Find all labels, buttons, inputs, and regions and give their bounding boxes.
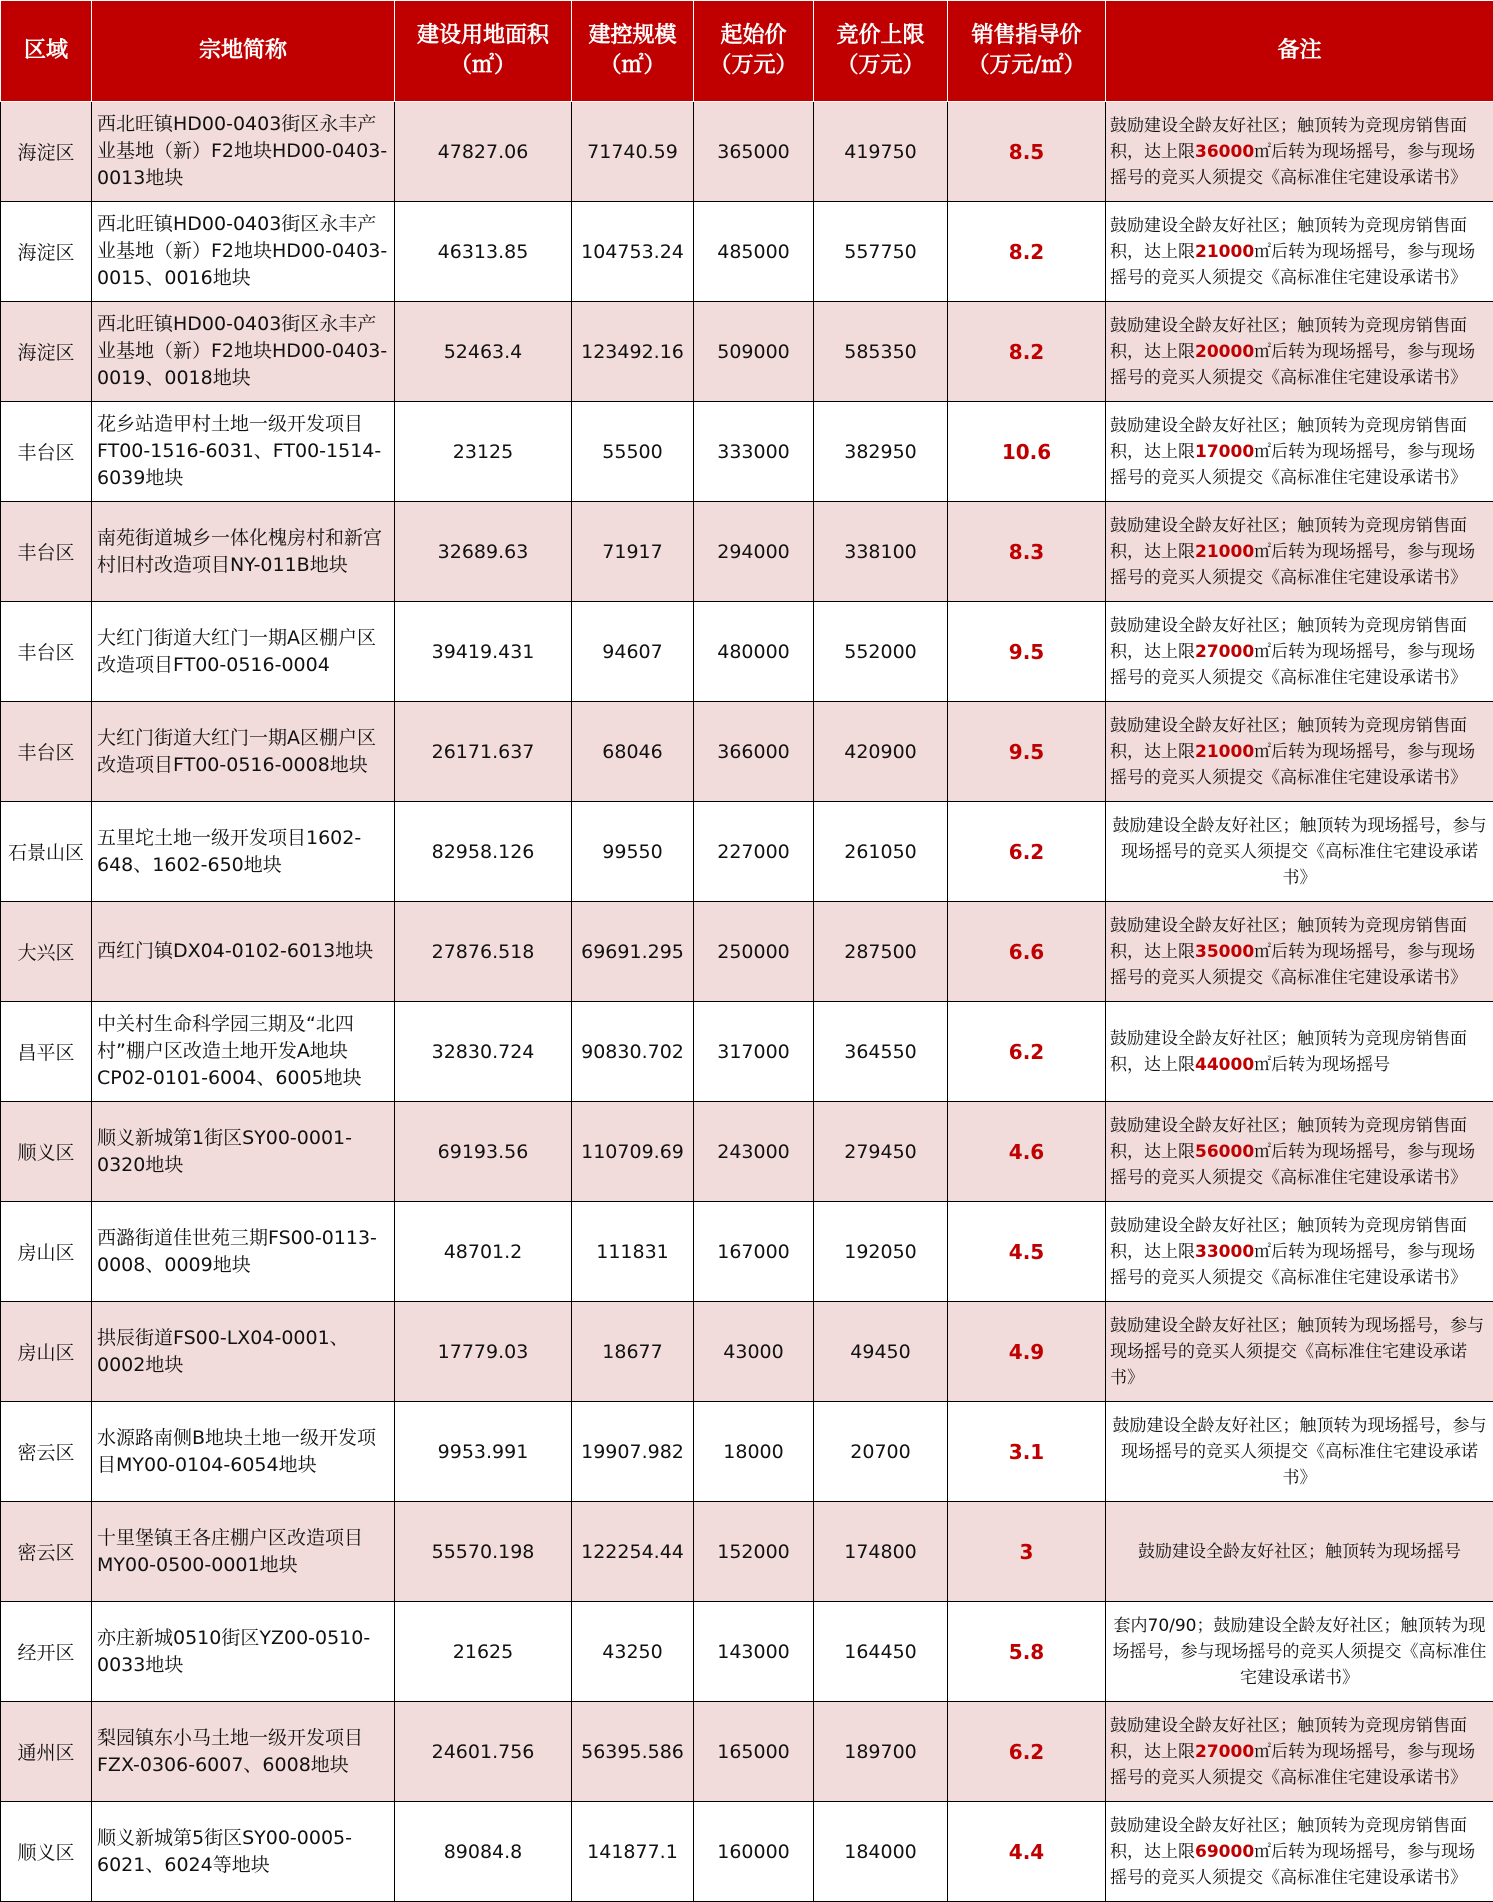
note-text: 鼓励建设全龄友好社区；触顶转为竞现房销售面积，达上限 [1110, 1716, 1467, 1762]
table-row [1, 1802, 1493, 1902]
build-scale-cell: 71740.59 [572, 102, 694, 202]
parcel-name-cell: 西北旺镇HD00-0403街区永丰产业基地（新）F2地块HD00-0403-0015、0016地块 [92, 202, 395, 302]
table-row [1, 702, 1493, 802]
table-row [1, 1702, 1493, 1802]
start-price-cell: 250000 [694, 902, 814, 1002]
district-cell: 通州区 [1, 1702, 92, 1802]
note-text-tail: ㎡后转为现场摇号，参与现场摇号的竞买人须提交《高标准住宅建设承诺书》 [1110, 742, 1475, 788]
price-cap-cell: 552000 [814, 602, 948, 702]
parcel-name-cell: 梨园镇东小马土地一级开发项目FZX-0306-6007、6008地块 [92, 1702, 395, 1802]
table-row [1, 1002, 1493, 1102]
start-price-cell: 18000 [694, 1402, 814, 1502]
note-area-cap: 36000 [1195, 142, 1254, 162]
note-text: 鼓励建设全龄友好社区；触顶转为现场摇号，参与现场摇号的竞买人须提交《高标准住宅建设承诺书》 [1110, 1316, 1484, 1388]
note-text: 套内70/90；鼓励建设全龄友好社区；触顶转为现场摇号，参与现场摇号的竞买人须提交《高标准住宅建设承诺书》 [1113, 1616, 1487, 1688]
district-cell: 丰台区 [1, 602, 92, 702]
district-cell: 经开区 [1, 1602, 92, 1702]
note-cell [1106, 1602, 1493, 1702]
note-text: 鼓励建设全龄友好社区；触顶转为竞现房销售面积，达上限 [1110, 1216, 1467, 1262]
note-cell [1106, 502, 1493, 602]
note-text: 鼓励建设全龄友好社区；触顶转为竞现房销售面积，达上限 [1110, 716, 1467, 762]
land-area-cell: 82958.126 [395, 802, 572, 902]
header-parcel: 宗地简称 [92, 1, 395, 102]
build-scale-cell: 19907.982 [572, 1402, 694, 1502]
parcel-name-cell: 十里堡镇王各庄棚户区改造项目MY00-0500-0001地块 [92, 1502, 395, 1602]
parcel-name-cell: 西北旺镇HD00-0403街区永丰产业基地（新）F2地块HD00-0403-0013地块 [92, 102, 395, 202]
note-area-cap: 35000 [1195, 942, 1254, 962]
start-price-cell: 509000 [694, 302, 814, 402]
table-row [1, 902, 1493, 1002]
parcel-name-cell: 水源路南侧B地块土地一级开发项目MY00-0104-6054地块 [92, 1402, 395, 1502]
price-cap-cell: 192050 [814, 1202, 948, 1302]
note-text: 鼓励建设全龄友好社区；触顶转为竞现房销售面积，达上限 [1110, 416, 1467, 462]
build-scale-cell: 104753.24 [572, 202, 694, 302]
note-cell [1106, 602, 1493, 702]
build-scale-cell: 56395.586 [572, 1702, 694, 1802]
note-text-tail: ㎡后转为现场摇号，参与现场摇号的竞买人须提交《高标准住宅建设承诺书》 [1110, 1842, 1475, 1888]
price-cap-cell: 174800 [814, 1502, 948, 1602]
price-cap-cell: 419750 [814, 102, 948, 202]
parcel-name-cell: 大红门街道大红门一期A区棚户区改造项目FT00-0516-0008地块 [92, 702, 395, 802]
build-scale-cell: 123492.16 [572, 302, 694, 402]
table-body [1, 102, 1493, 1902]
land-area-cell: 9953.991 [395, 1402, 572, 1502]
price-cap-cell: 287500 [814, 902, 948, 1002]
header-note: 备注 [1106, 1, 1493, 102]
start-price-cell: 152000 [694, 1502, 814, 1602]
price-cap-cell: 189700 [814, 1702, 948, 1802]
land-area-cell: 27876.518 [395, 902, 572, 1002]
note-text: 鼓励建设全龄友好社区；触顶转为竞现房销售面积，达上限 [1110, 1029, 1467, 1075]
guide-price-cell: 6.2 [948, 802, 1106, 902]
start-price-cell: 165000 [694, 1702, 814, 1802]
start-price-cell: 333000 [694, 402, 814, 502]
table-row [1, 502, 1493, 602]
district-cell: 海淀区 [1, 102, 92, 202]
land-area-cell: 24601.756 [395, 1702, 572, 1802]
guide-price-cell: 6.2 [948, 1702, 1106, 1802]
guide-price-cell: 4.5 [948, 1202, 1106, 1302]
guide-price-cell: 9.5 [948, 702, 1106, 802]
note-cell [1106, 202, 1493, 302]
note-text-tail: ㎡后转为现场摇号，参与现场摇号的竞买人须提交《高标准住宅建设承诺书》 [1110, 1142, 1475, 1188]
note-text: 鼓励建设全龄友好社区；触顶转为现场摇号，参与现场摇号的竞买人须提交《高标准住宅建设承诺书》 [1113, 1416, 1487, 1488]
district-cell: 密云区 [1, 1502, 92, 1602]
district-cell: 石景山区 [1, 802, 92, 902]
table-row [1, 1602, 1493, 1702]
table-row [1, 1402, 1493, 1502]
note-text: 鼓励建设全龄友好社区；触顶转为竞现房销售面积，达上限 [1110, 1816, 1467, 1862]
land-area-cell: 23125 [395, 402, 572, 502]
price-cap-cell: 382950 [814, 402, 948, 502]
guide-price-cell: 3.1 [948, 1402, 1106, 1502]
land-area-cell: 39419.431 [395, 602, 572, 702]
header-row [1, 1, 1493, 102]
header-start-price: 起始价 （万元） [694, 1, 814, 102]
district-cell: 密云区 [1, 1402, 92, 1502]
note-area-cap: 56000 [1195, 1142, 1254, 1162]
build-scale-cell: 18677 [572, 1302, 694, 1402]
note-cell [1106, 102, 1493, 202]
note-text-tail: ㎡后转为现场摇号，参与现场摇号的竞买人须提交《高标准住宅建设承诺书》 [1110, 1742, 1475, 1788]
district-cell: 顺义区 [1, 1102, 92, 1202]
note-text: 鼓励建设全龄友好社区；触顶转为竞现房销售面积，达上限 [1110, 316, 1467, 362]
build-scale-cell: 68046 [572, 702, 694, 802]
note-text: 鼓励建设全龄友好社区；触顶转为竞现房销售面积，达上限 [1110, 916, 1467, 962]
land-area-cell: 46313.85 [395, 202, 572, 302]
land-area-cell: 32830.724 [395, 1002, 572, 1102]
district-cell: 丰台区 [1, 702, 92, 802]
land-area-cell: 48701.2 [395, 1202, 572, 1302]
note-cell [1106, 1302, 1493, 1402]
start-price-cell: 43000 [694, 1302, 814, 1402]
land-area-cell: 32689.63 [395, 502, 572, 602]
build-scale-cell: 69691.295 [572, 902, 694, 1002]
parcel-name-cell: 西红门镇DX04-0102-6013地块 [92, 902, 395, 1002]
note-text: 鼓励建设全龄友好社区；触顶转为竞现房销售面积，达上限 [1110, 216, 1467, 262]
table-row [1, 1202, 1493, 1302]
build-scale-cell: 110709.69 [572, 1102, 694, 1202]
build-scale-cell: 122254.44 [572, 1502, 694, 1602]
note-area-cap: 27000 [1195, 1742, 1254, 1762]
guide-price-cell: 8.2 [948, 202, 1106, 302]
start-price-cell: 243000 [694, 1102, 814, 1202]
table-row [1, 402, 1493, 502]
start-price-cell: 160000 [694, 1802, 814, 1902]
start-price-cell: 167000 [694, 1202, 814, 1302]
note-cell [1106, 1502, 1493, 1602]
district-cell: 房山区 [1, 1302, 92, 1402]
note-area-cap: 20000 [1195, 342, 1254, 362]
note-text-tail: ㎡后转为现场摇号，参与现场摇号的竞买人须提交《高标准住宅建设承诺书》 [1110, 642, 1475, 688]
guide-price-cell: 4.4 [948, 1802, 1106, 1902]
price-cap-cell: 261050 [814, 802, 948, 902]
land-area-cell: 55570.198 [395, 1502, 572, 1602]
start-price-cell: 143000 [694, 1602, 814, 1702]
parcel-name-cell: 西潞街道佳世苑三期FS00-0113-0008、0009地块 [92, 1202, 395, 1302]
note-area-cap: 17000 [1195, 442, 1254, 462]
parcel-name-cell: 五里坨土地一级开发项目1602-648、1602-650地块 [92, 802, 395, 902]
note-text: 鼓励建设全龄友好社区；触顶转为现场摇号，参与现场摇号的竞买人须提交《高标准住宅建设承诺书》 [1113, 816, 1487, 888]
price-cap-cell: 364550 [814, 1002, 948, 1102]
table-row [1, 802, 1493, 902]
note-area-cap: 33000 [1195, 1242, 1254, 1262]
district-cell: 丰台区 [1, 402, 92, 502]
price-cap-cell: 49450 [814, 1302, 948, 1402]
parcel-name-cell: 南苑街道城乡一体化槐房村和新宫村旧村改造项目NY-011B地块 [92, 502, 395, 602]
table-row [1, 102, 1493, 202]
guide-price-cell: 9.5 [948, 602, 1106, 702]
note-cell [1106, 1202, 1493, 1302]
note-text: 鼓励建设全龄友好社区；触顶转为竞现房销售面积，达上限 [1110, 1116, 1467, 1162]
note-cell [1106, 902, 1493, 1002]
price-cap-cell: 184000 [814, 1802, 948, 1902]
parcel-name-cell: 西北旺镇HD00-0403街区永丰产业基地（新）F2地块HD00-0403-0019、0018地块 [92, 302, 395, 402]
guide-price-cell: 8.3 [948, 502, 1106, 602]
guide-price-cell: 10.6 [948, 402, 1106, 502]
start-price-cell: 485000 [694, 202, 814, 302]
table-row [1, 302, 1493, 402]
note-area-cap: 21000 [1195, 542, 1254, 562]
parcel-name-cell: 花乡站造甲村土地一级开发项目FT00-1516-6031、FT00-1514-6039地块 [92, 402, 395, 502]
parcel-name-cell: 拱辰街道FS00-LX04-0001、0002地块 [92, 1302, 395, 1402]
land-area-cell: 89084.8 [395, 1802, 572, 1902]
note-text: 鼓励建设全龄友好社区；触顶转为现场摇号 [1138, 1542, 1461, 1562]
note-area-cap: 21000 [1195, 242, 1254, 262]
table-header [1, 1, 1493, 102]
guide-price-cell: 5.8 [948, 1602, 1106, 1702]
guide-price-cell: 4.9 [948, 1302, 1106, 1402]
note-cell [1106, 1002, 1493, 1102]
guide-price-cell: 6.2 [948, 1002, 1106, 1102]
header-build-scale: 建控规模 （㎡） [572, 1, 694, 102]
land-area-cell: 17779.03 [395, 1302, 572, 1402]
build-scale-cell: 141877.1 [572, 1802, 694, 1902]
price-cap-cell: 279450 [814, 1102, 948, 1202]
price-cap-cell: 338100 [814, 502, 948, 602]
parcel-name-cell: 大红门街道大红门一期A区棚户区改造项目FT00-0516-0004 [92, 602, 395, 702]
district-cell: 丰台区 [1, 502, 92, 602]
district-cell: 大兴区 [1, 902, 92, 1002]
district-cell: 海淀区 [1, 302, 92, 402]
build-scale-cell: 99550 [572, 802, 694, 902]
parcel-name-cell: 顺义新城第5街区SY00-0005-6021、6024等地块 [92, 1802, 395, 1902]
note-cell [1106, 1702, 1493, 1802]
table-row [1, 1502, 1493, 1602]
note-area-cap: 21000 [1195, 742, 1254, 762]
note-area-cap: 69000 [1195, 1842, 1254, 1862]
district-cell: 顺义区 [1, 1802, 92, 1902]
note-area-cap: 44000 [1195, 1055, 1254, 1075]
header-land-area: 建设用地面积 （㎡） [395, 1, 572, 102]
build-scale-cell: 43250 [572, 1602, 694, 1702]
note-text-tail: ㎡后转为现场摇号，参与现场摇号的竞买人须提交《高标准住宅建设承诺书》 [1110, 1242, 1475, 1288]
header-district: 区域 [1, 1, 92, 102]
start-price-cell: 480000 [694, 602, 814, 702]
guide-price-cell: 8.2 [948, 302, 1106, 402]
header-guide-price: 销售指导价 （万元/㎡） [948, 1, 1106, 102]
note-text: 鼓励建设全龄友好社区；触顶转为竞现房销售面积，达上限 [1110, 516, 1467, 562]
note-cell [1106, 302, 1493, 402]
table-row [1, 202, 1493, 302]
build-scale-cell: 55500 [572, 402, 694, 502]
note-text-tail: ㎡后转为现场摇号，参与现场摇号的竞买人须提交《高标准住宅建设承诺书》 [1110, 242, 1475, 288]
note-cell [1106, 402, 1493, 502]
land-area-cell: 26171.637 [395, 702, 572, 802]
start-price-cell: 227000 [694, 802, 814, 902]
price-cap-cell: 164450 [814, 1602, 948, 1702]
start-price-cell: 294000 [694, 502, 814, 602]
note-text: 鼓励建设全龄友好社区；触顶转为竞现房销售面积，达上限 [1110, 116, 1467, 162]
note-text-tail: ㎡后转为现场摇号，参与现场摇号的竞买人须提交《高标准住宅建设承诺书》 [1110, 142, 1475, 188]
land-area-cell: 52463.4 [395, 302, 572, 402]
build-scale-cell: 71917 [572, 502, 694, 602]
build-scale-cell: 111831 [572, 1202, 694, 1302]
header-price-cap: 竞价上限 （万元） [814, 1, 948, 102]
price-cap-cell: 585350 [814, 302, 948, 402]
price-cap-cell: 420900 [814, 702, 948, 802]
guide-price-cell: 8.5 [948, 102, 1106, 202]
guide-price-cell: 6.6 [948, 902, 1106, 1002]
note-text-tail: ㎡后转为现场摇号，参与现场摇号的竞买人须提交《高标准住宅建设承诺书》 [1110, 442, 1475, 488]
note-text-tail: ㎡后转为现场摇号，参与现场摇号的竞买人须提交《高标准住宅建设承诺书》 [1110, 342, 1475, 388]
note-text-tail: ㎡后转为现场摇号 [1254, 1055, 1390, 1075]
note-cell [1106, 702, 1493, 802]
start-price-cell: 317000 [694, 1002, 814, 1102]
parcel-name-cell: 顺义新城第1街区SY00-0001-0320地块 [92, 1102, 395, 1202]
district-cell: 昌平区 [1, 1002, 92, 1102]
build-scale-cell: 94607 [572, 602, 694, 702]
start-price-cell: 365000 [694, 102, 814, 202]
land-area-cell: 47827.06 [395, 102, 572, 202]
note-text-tail: ㎡后转为现场摇号，参与现场摇号的竞买人须提交《高标准住宅建设承诺书》 [1110, 542, 1475, 588]
parcel-name-cell: 中关村生命科学园三期及“北四村”棚户区改造土地开发A地块CP02-0101-6004、6005地块 [92, 1002, 395, 1102]
guide-price-cell: 3 [948, 1502, 1106, 1602]
parcel-name-cell: 亦庄新城0510街区YZ00-0510-0033地块 [92, 1602, 395, 1702]
note-text: 鼓励建设全龄友好社区；触顶转为竞现房销售面积，达上限 [1110, 616, 1467, 662]
note-area-cap: 27000 [1195, 642, 1254, 662]
price-cap-cell: 20700 [814, 1402, 948, 1502]
start-price-cell: 366000 [694, 702, 814, 802]
table-row [1, 602, 1493, 702]
build-scale-cell: 90830.702 [572, 1002, 694, 1102]
note-text-tail: ㎡后转为现场摇号，参与现场摇号的竞买人须提交《高标准住宅建设承诺书》 [1110, 942, 1475, 988]
note-cell [1106, 1402, 1493, 1502]
note-cell [1106, 802, 1493, 902]
district-cell: 海淀区 [1, 202, 92, 302]
land-area-cell: 21625 [395, 1602, 572, 1702]
price-cap-cell: 557750 [814, 202, 948, 302]
guide-price-cell: 4.6 [948, 1102, 1106, 1202]
note-cell [1106, 1802, 1493, 1902]
land-area-cell: 69193.56 [395, 1102, 572, 1202]
table-row [1, 1302, 1493, 1402]
table-row [1, 1102, 1493, 1202]
note-cell [1106, 1102, 1493, 1202]
district-cell: 房山区 [1, 1202, 92, 1302]
